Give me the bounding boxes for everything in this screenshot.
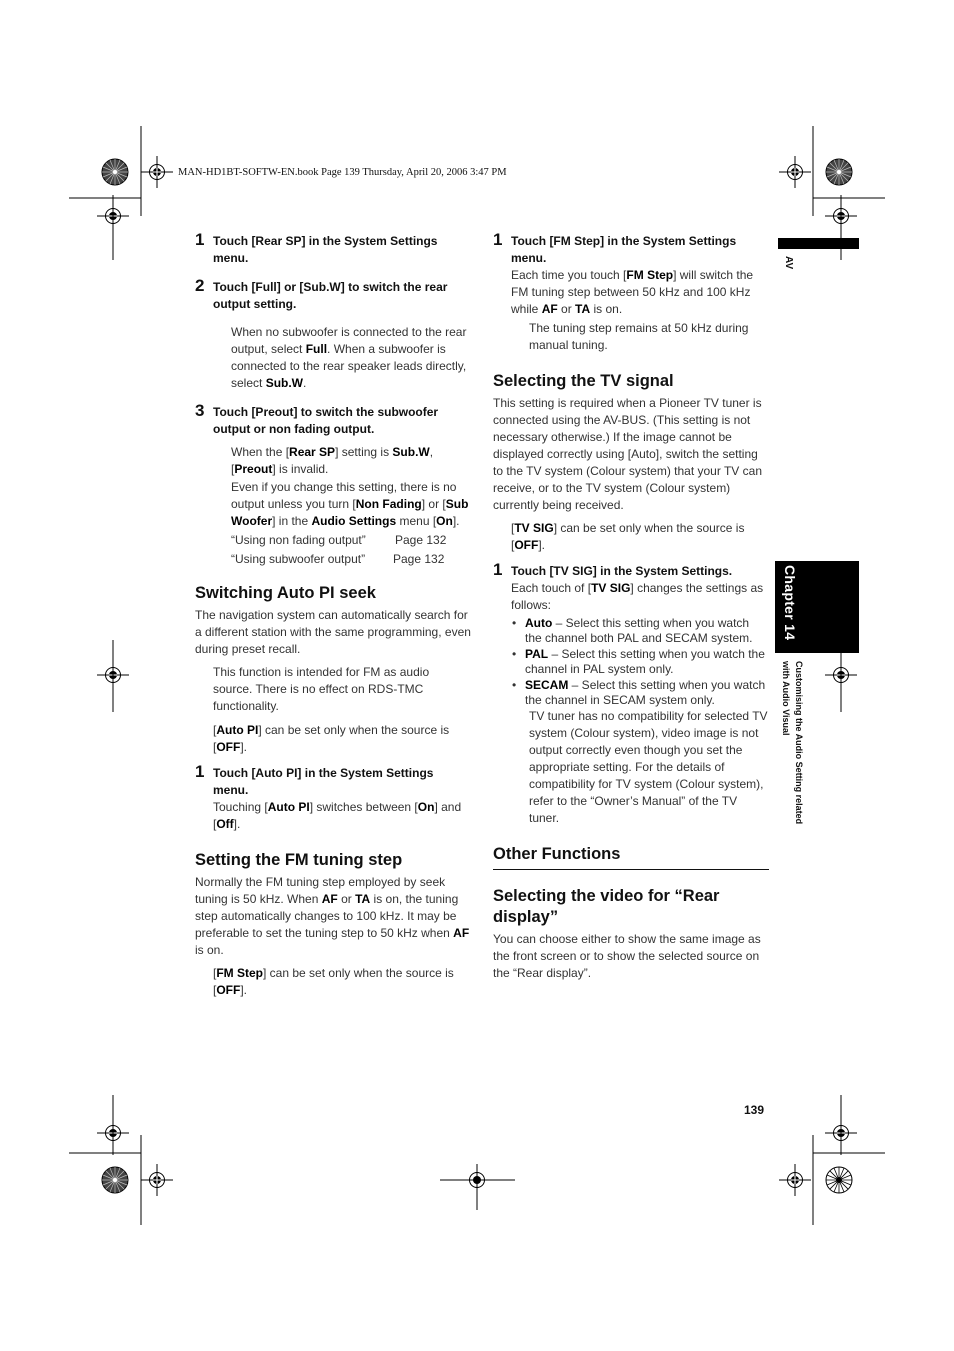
step-preout <box>195 401 471 438</box>
chapter-label: Chapter 14 <box>782 565 798 641</box>
heading-switching-auto-pi: Switching Auto PI seek <box>195 584 376 602</box>
step-number: 2 <box>195 276 205 295</box>
heading-tv-signal: Selecting the TV signal <box>493 372 674 390</box>
right-column <box>493 230 769 982</box>
section-label-line2: with Audio Visual <box>781 661 791 736</box>
step-text: Touch [Full] or [Sub.W] to switch the rear output setting. <box>213 280 448 311</box>
reference-non-fading[interactable]: “Using non fading output” Page 132 <box>231 533 447 547</box>
step-text: Touch [Preout] to switch the subwoofer output or non fading output. <box>213 405 439 436</box>
note-no-output: Even if you change this setting, there is no output unless you turn [Non Fading] or [Sub Woofer] in the Audio Settings menu [On]. <box>231 480 469 528</box>
step-text: Touch [Auto PI] in the System Settings menu. <box>213 766 434 797</box>
page-number: 139 <box>744 1103 765 1117</box>
step-number: 1 <box>195 230 205 249</box>
fm-step-note-source: [FM Step] can be set only when the source is [OFF]. <box>213 966 454 997</box>
auto-pi-body: The navigation system can automatically search for a different station with the same programming, even during preset recall. <box>195 608 471 656</box>
auto-pi-note: This function is intended for FM as audio source. There is no effect on RDS-TMC functionality. <box>213 665 430 713</box>
fm-step-switch-desc: Each time you touch [FM Step] will switch the FM tuning step between 50 kHz and 100 kHz while AF or TA is on. <box>511 268 754 316</box>
fm-step-manual-note: The tuning step remains at 50 kHz during manual tuning. <box>529 321 749 352</box>
step-text: Touch [TV SIG] in the System Settings. <box>511 564 733 578</box>
step-auto-pi <box>195 762 471 799</box>
print-header: MAN-HD1BT-SOFTW-EN.book Page 139 Thursday, April 20, 2006 3:47 PM <box>178 167 507 178</box>
heading-rear-display-video: Selecting the video for “Rear display” <box>493 887 720 926</box>
step-text: Touch [FM Step] in the System Settings menu. <box>511 234 737 265</box>
av-tab-bar <box>778 238 859 249</box>
list-item-secam: • SECAM – Select this setting when you watch the channel in SECAM system only. <box>512 678 766 707</box>
section-label-line1: Customising the Audio Setting related <box>794 661 804 825</box>
step-text: Touch [Rear SP] in the System Settings menu. <box>213 234 438 265</box>
step-number: 1 <box>195 762 205 781</box>
step-fm-step <box>493 230 769 267</box>
av-label: AV <box>783 256 794 270</box>
tv-sig-note-source: [TV SIG] can be set only when the source is [OFF]. <box>511 521 745 552</box>
tv-compatibility-note: TV tuner has no compatibility for selected TV system (Colour system), video image is not output correctly even though you set the appropriate setting. For the details of compatibility for TV system (Colour system), refer to the “Owner’s Manual” of the TV tuner. <box>529 709 768 825</box>
list-item-auto: • Auto – Select this setting when you watch the channel both PAL and SECAM system. <box>512 616 753 645</box>
note-subwoofer: When no subwoofer is connected to the rear output, select Full. When a subwoofer is connected to the rear speaker leads directly, select Sub.W. <box>231 325 467 390</box>
rear-display-body: You can choose either to show the same image as the front screen or to show the selected source on the “Rear display”. <box>493 932 761 980</box>
list-item-pal: • PAL – Select this setting when you watch the channel in PAL system only. <box>512 647 765 676</box>
step-number: 1 <box>493 560 503 579</box>
tv-signal-body: This setting is required when a Pioneer TV tuner is connected using the AV-BUS. (This setting is not necessary otherwise.) If the image cannot be displayed correctly using [Auto], switch the setting to the TV system (Colour system) that your TV can receive, or to the TV system (Colour system) currently being received. <box>493 396 762 512</box>
reference-subwoofer[interactable]: “Using subwoofer output” Page 132 <box>231 552 445 566</box>
auto-pi-note-source: [Auto PI] can be set only when the source is [OFF]. <box>213 723 450 754</box>
step-number: 1 <box>493 230 503 249</box>
fm-step-body: Normally the FM tuning step employed by seek tuning is 50 kHz. When AF or TA is on, the tuning step automatically changes to 100 kHz. It may be preferable to set the tuning step to 50 kHz when AF is on. <box>195 875 470 957</box>
left-column <box>195 230 471 999</box>
step-number: 3 <box>195 401 205 420</box>
note-preout-invalid: When the [Rear SP] setting is Sub.W, [Preout] is invalid. <box>231 445 434 476</box>
heading-other-functions: Other Functions <box>493 844 769 870</box>
step-tv-sig <box>493 560 769 580</box>
step-full-subw <box>195 276 471 313</box>
auto-pi-toggle-desc: Touching [Auto PI] switches between [On] and [Off]. <box>213 800 462 831</box>
heading-fm-tuning-step: Setting the FM tuning step <box>195 851 403 869</box>
tv-sig-cycle-desc: Each touch of [TV SIG] changes the settings as follows: <box>511 581 764 612</box>
step-rear-sp <box>195 230 471 267</box>
